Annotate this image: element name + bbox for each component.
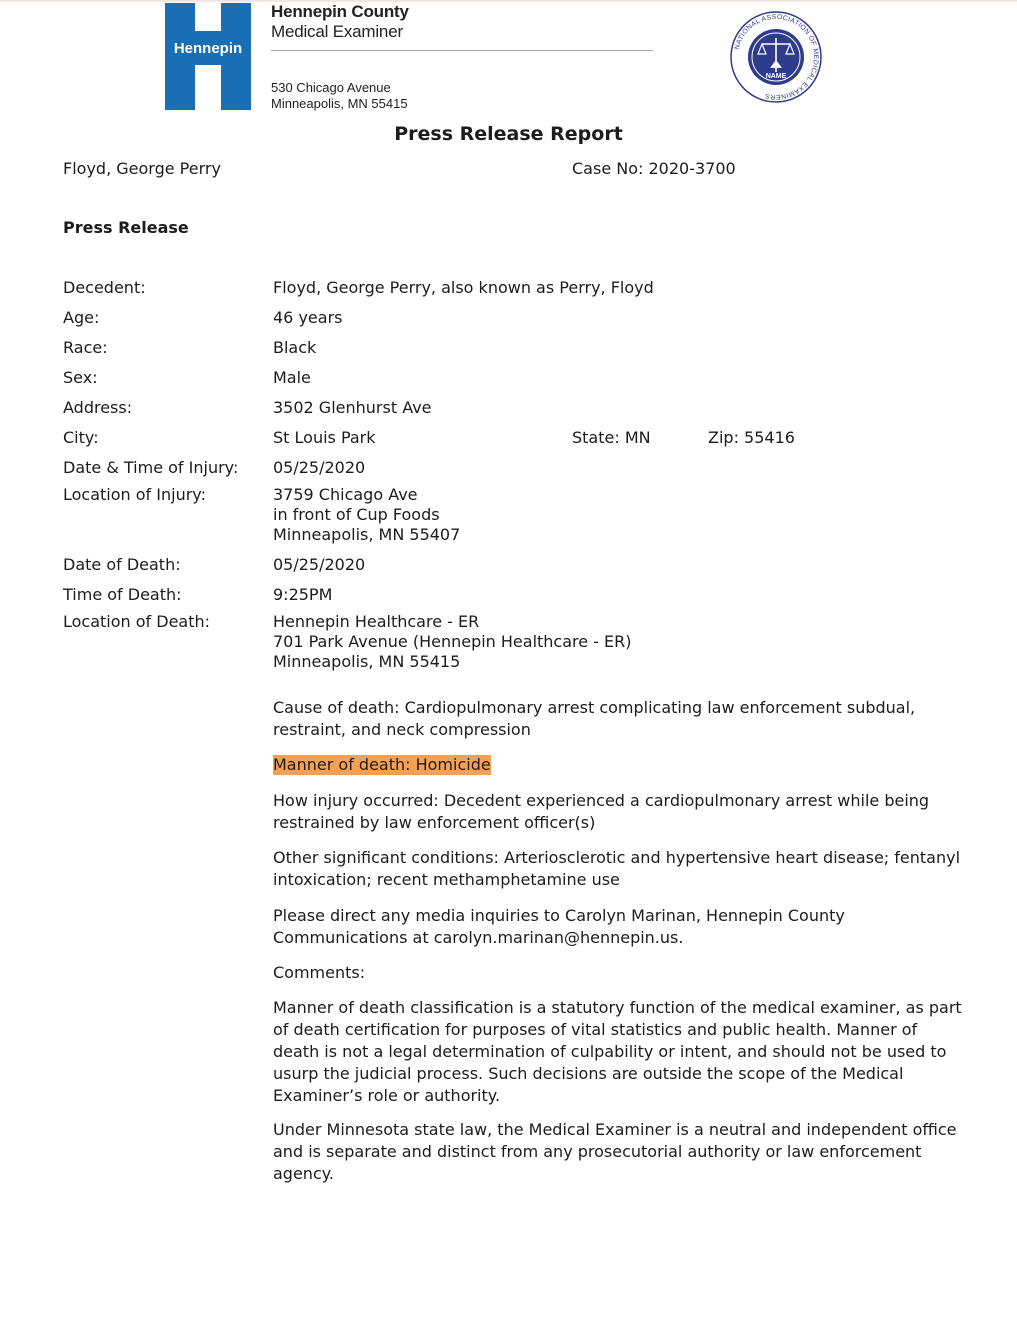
death-time-value: 9:25PM (273, 585, 333, 604)
logo-text: Hennepin (173, 40, 243, 57)
injury-datetime-label: Date & Time of Injury: (63, 458, 239, 477)
comment-paragraph-1: Manner of death classification is a statutory function of the medical examiner, as part of death certification for purposes of vital statistics and public health. Manner of death is not a legal determination of culpability or intent, and should not be used to usurp the judicial process. Such decisions are outside the scope of the Medical Examiner’s role or authority. (273, 998, 962, 1105)
injury-location-line3: Minneapolis, MN 55407 (273, 525, 461, 544)
hennepin-logo (165, 3, 251, 110)
cause-of-death: Cause of death: Cardiopulmonary arrest complicating law enforcement subdual, restraint, and neck compression (273, 698, 916, 739)
decedent-name-header: Floyd, George Perry (63, 159, 221, 178)
city-value: St Louis Park (273, 428, 376, 447)
age-value: 46 years (273, 308, 343, 327)
media-inquiries: Please direct any media inquiries to Carolyn Marinan, Hennepin County Communications at carolyn.marinan@hennepin.us. (273, 906, 845, 947)
sex-label: Sex: (63, 368, 98, 387)
death-date-value: 05/25/2020 (273, 555, 366, 574)
comments-label: Comments: (273, 963, 366, 982)
name-seal-icon (729, 10, 823, 104)
injury-location-line2: in front of Cup Foods (273, 505, 440, 524)
zip-value: Zip: 55416 (708, 428, 795, 447)
org-address-line2: Minneapolis, MN 55415 (271, 96, 408, 111)
header-divider (271, 50, 653, 51)
manner-of-death-highlight: Manner of death: Homicide (273, 755, 491, 774)
injury-location-label: Location of Injury: (63, 485, 206, 504)
state-value: State: MN (572, 428, 651, 447)
age-label: Age: (63, 308, 100, 327)
comment-paragraph-2: Under Minnesota state law, the Medical Examiner is a neutral and independent office and is separate and distinct from any prosecutorial authority or law enforcement agency. (273, 1120, 957, 1183)
death-date-label: Date of Death: (63, 555, 181, 574)
injury-datetime-value: 05/25/2020 (273, 458, 366, 477)
injury-location-line1: 3759 Chicago Ave (273, 485, 418, 504)
case-number: Case No: 2020-3700 (572, 159, 736, 178)
death-time-label: Time of Death: (63, 585, 182, 604)
address-value: 3502 Glenhurst Ave (273, 398, 432, 417)
top-border (0, 0, 1017, 2)
how-injury-occurred: How injury occurred: Decedent experienced a cardiopulmonary arrest while being restrained by law enforcement officer(s) (273, 791, 930, 832)
city-label: City: (63, 428, 99, 447)
seal-ring-text: NATIONAL ASSOCIATION OF MEDICAL EXAMINERS (733, 13, 820, 101)
race-value: Black (273, 338, 317, 357)
address-label: Address: (63, 398, 133, 417)
manner-of-death-paragraph (273, 754, 963, 776)
death-location-label: Location of Death: (63, 612, 211, 631)
death-location-line3: Minneapolis, MN 55415 (273, 652, 461, 671)
seal-initials: NAME (765, 73, 787, 80)
org-subtitle: Medical Examiner (271, 22, 403, 41)
decedent-value: Floyd, George Perry, also known as Perry, Floyd (273, 278, 654, 297)
death-location-line1: Hennepin Healthcare - ER (273, 612, 480, 631)
org-name: Hennepin County (271, 2, 409, 21)
other-conditions: Other significant conditions: Arteriosclerotic and hypertensive heart disease; fentanyl intoxication; recent methamphetamine use (273, 848, 961, 889)
decedent-label: Decedent: (63, 278, 146, 297)
sex-value: Male (273, 368, 311, 387)
org-address-line1: 530 Chicago Avenue (271, 80, 391, 95)
section-title: Press Release (63, 218, 189, 237)
report-title: Press Release Report (394, 123, 623, 145)
death-location-line2: 701 Park Avenue (Hennepin Healthcare - ER) (273, 632, 632, 651)
race-label: Race: (63, 338, 108, 357)
